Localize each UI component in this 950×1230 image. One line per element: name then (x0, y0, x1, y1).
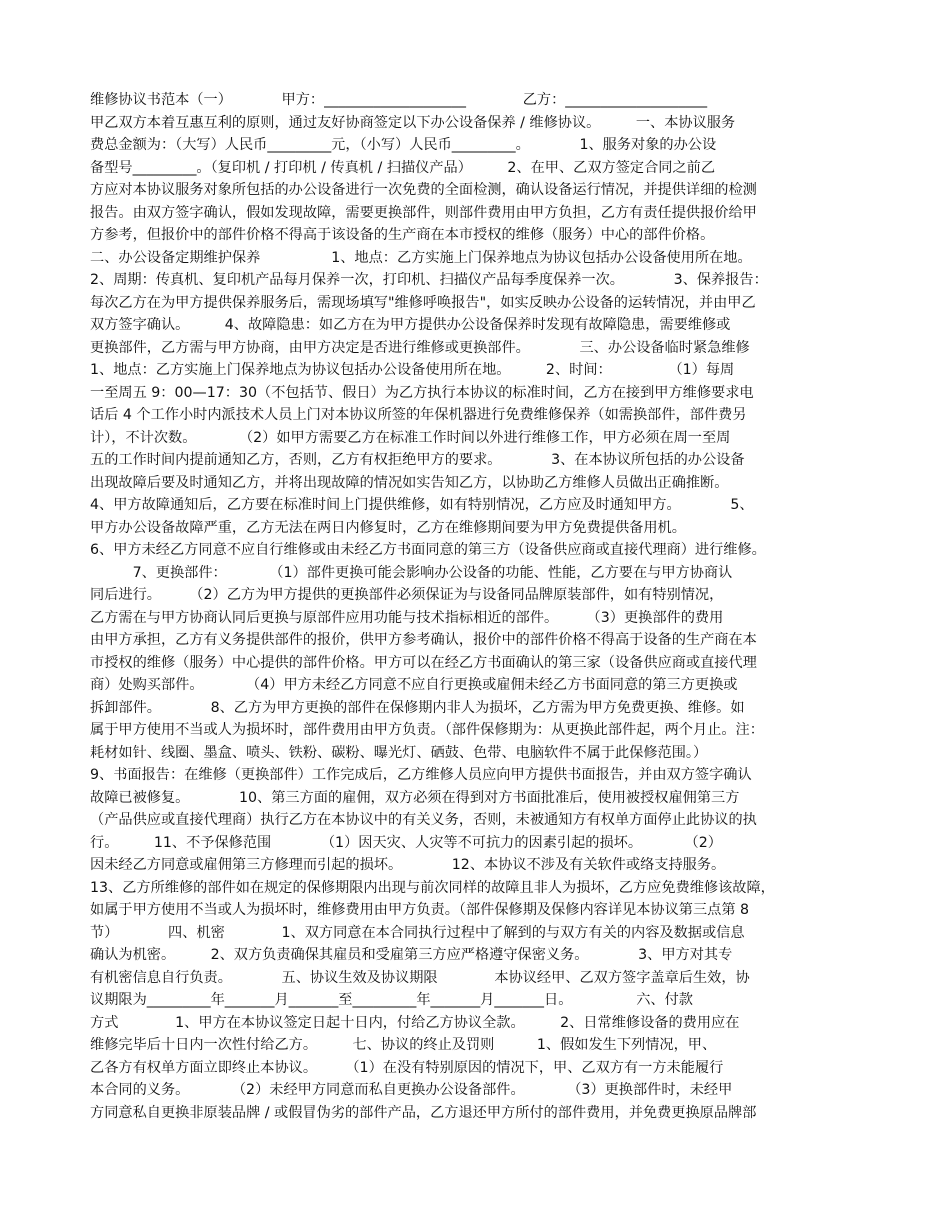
text-line: 由甲方承担，乙方有义务提供部件的报价，供甲方参考确认，报价中的部件价格不得高于设备的生产商在本 (90, 632, 757, 648)
text-line: 1、地点：乙方实施上门保养地点为协议包括办公设备使用所在地。 2、时间： （1）每周 (90, 362, 735, 378)
text-line: 耗材如针、线圈、墨盒、喷头、铁粉、碳粉、曝光灯、硒鼓、色带、电脑软件不属于此保修范围。） (90, 744, 708, 761)
text-line: 报告。由双方签字确认，假如发现故障，需要更换部件，则部件费用由甲方负担，乙方有责任提供报价给甲 (90, 204, 757, 221)
text-line: 9、书面报告：在维修（更换部件）工作完成后，乙方维修人员应向甲方提供书面报告，并由双方签字确认 (90, 767, 752, 783)
text-line: 二、办公设备定期维护保养 1、地点：乙方实施上门保养地点为协议包括办公设备使用所在地。 (90, 249, 752, 266)
text-line: （产品供应或直接代理商）执行乙方在本协议中的有关义务，否则，未被通知方有权单方面停止此协议的执 (90, 812, 757, 828)
text-line: 一至周五 9：00—17：30（不包括节、假日）为乙方执行本协议的标准时间，乙方在接到甲方维修要求电 (90, 384, 754, 401)
text-line: 维修协议书范本（一） 甲方：____________________ 乙方：____________________ (90, 92, 708, 108)
text-line: 方同意私自更换非原装品牌 / 或假冒伪劣的部件产品，乙方退还甲方所付的部件费用，并免费更换原品牌部 (90, 1104, 757, 1121)
text-line: 同后进行。 （2）乙方为甲方提供的更换部件必须保证为与设备同品牌原装部件，如有特别情况， (90, 587, 724, 603)
text-line: 市授权的维修（服务）中心提供的部件价格。甲方可以在经乙方书面确认的第三家（设备供应商或直接代理 (90, 654, 757, 671)
text-line: 因未经乙方同意或雇佣第三方修理而引起的损坏。 12、本协议不涉及有关软件或络支持服务。 (90, 857, 726, 873)
text-line: 6、甲方未经乙方同意不应自行维修或由未经乙方书面同意的第三方（设备供应商或直接代理商）进行维修。 (90, 542, 766, 558)
text-line: 2、周期：传真机、复印机产品每月保养一次，打印机、扫描仪产品每季度保养一次。 3、保养报告： (90, 272, 768, 288)
agreement-text (90, 89, 870, 1124)
text-line: 话后 4 个工作小时内派技术人员上门对本协议所签的年保机器进行免费维修保养（如需换部件，部件费另 (90, 407, 747, 423)
text-line: 4、甲方故障通知后，乙方要在标准时间上门提供维修，如有特别情况，乙方应及时通知甲方。 5、 (90, 497, 754, 513)
text-line: 方应对本协议服务对象所包括的办公设备进行一次免费的全面检测，确认设备运行情况，并提供详细的检测 (90, 182, 757, 198)
text-line: 行。 11、不予保修范围 （1）因天灾、人灾等不可抗力的因素引起的损坏。 （2） (90, 834, 722, 851)
text-line: 13、乙方所维修的部件如在规定的保修期限内出现与前次同样的故障且非人为损坏，乙方应免费维修该故障， (90, 879, 775, 896)
text-line: 故障已被修复。 10、第三方面的雇佣，双方必须在得到对方书面批准后，使用被授权雇佣第三方 (90, 789, 740, 806)
text-line: 如属于甲方使用不当或人为损坏时，维修费用由甲方负责。（部件保修期及保修内容详见本协议第三点第 8 (90, 902, 750, 918)
text-line: 本合同的义务。 （2）未经甲方同意而私自更换办公设备部件。 （3）更换部件时，未经甲 (90, 1082, 733, 1098)
text-line: 甲乙双方本着互惠互利的原则，通过友好协商签定以下办公设备保养 / 维修协议。 一、本协议服务 (90, 114, 736, 131)
text-line: 议期限为_________年_______月_______至_________年_______月_______日。 六、付款 (90, 992, 693, 1008)
text-line: 拆卸部件。 8、乙方为甲方更换的部件在保修期内非人为损坏，乙方需为甲方免费更换、维修。如 (90, 699, 745, 716)
text-line: 乙方需在与甲方协商认同后更换与原部件应用功能与技术指标相近的部件。 （3）更换部件的费用 (90, 609, 724, 626)
text-line: 双方签字确认。 4、故障隐患：如乙方在为甲方提供办公设备保养时发现有故障隐患，需要维修或 (90, 317, 731, 333)
text-line: 出现故障后要及时通知乙方，并将出现故障的情况如实告知乙方，以协助乙方维修人员做出正确推断。 (90, 474, 729, 491)
text-line: 计），不计次数。 （2）如甲方需要乙方在标准工作时间以外进行维修工作，甲方必须在周一至周 (90, 429, 731, 446)
text-line: 方参考，但报价中的部件价格不得高于该设备的生产商在本市授权的维修（服务）中心的部件价格。 (90, 227, 715, 243)
text-line: 确认为机密。 2、双方负责确保其雇员和受雇第三方应严格遵守保密义务。 3、甲方对其专 (90, 947, 733, 963)
text-line: 7、更换部件： （1）部件更换可能会影响办公设备的功能、性能，乙方要在与甲方协商认 (90, 564, 733, 581)
text-line: 商）处购买部件。 （4）甲方未经乙方同意不应自行更换或雇佣未经乙方书面同意的第三方更换或 (90, 677, 738, 693)
text-line: 方式 1、甲方在本协议签定日起十日内，付给乙方协议全款。 2、日常维修设备的费用应在 (90, 1014, 740, 1031)
text-line: 更换部件，乙方需与甲方协商，由甲方决定是否进行维修或更换部件。 三、办公设备临时紧急维修 (90, 339, 750, 356)
text-line: 每次乙方在为甲方提供保养服务后，需现场填写"维修呼唤报告"，如实反映办公设备的运转情况，并由甲乙 (90, 294, 756, 311)
text-line: 甲方办公设备故障严重，乙方无法在两日内修复时，乙方在维修期间要为甲方免费提供备用机。 (90, 519, 686, 536)
text-line: 有机密信息自行负责。 五、协议生效及协议期限 本协议经甲、乙双方签字盖章后生效，协 (90, 969, 750, 986)
text-line: 备型号_________。（复印机 / 打印机 / 传真机 / 扫描仪产品） 2、在甲、乙双方签定合同之前乙 (90, 159, 716, 176)
text-line: 维修完毕后十日内一次性付给乙方。 七、协议的终止及罚则 1、假如发生下列情况，甲、 (90, 1037, 717, 1053)
text-line: 属于甲方使用不当或人为损坏时，部件费用由甲方负责。（部件保修期为：从更换此部件起，两个月止。注： (90, 722, 764, 738)
text-line: 节） 四、机密 1、双方同意在本合同执行过程中了解到的与双方有关的内容及数据或信息 (90, 924, 745, 941)
text-line: 乙各方有权单方面立即终止本协议。 （1）在没有特别原因的情况下，甲、乙双方有一方未能履行 (90, 1059, 724, 1076)
text-line: 五的工作时间内提前通知乙方，否则，乙方有权拒绝甲方的要求。 3、在本协议所包括的办公设备 (90, 452, 745, 468)
text-line: 费总金额为：（大写）人民币_________元，（小写）人民币_________。 1、服务对象的办公设 (90, 137, 717, 153)
